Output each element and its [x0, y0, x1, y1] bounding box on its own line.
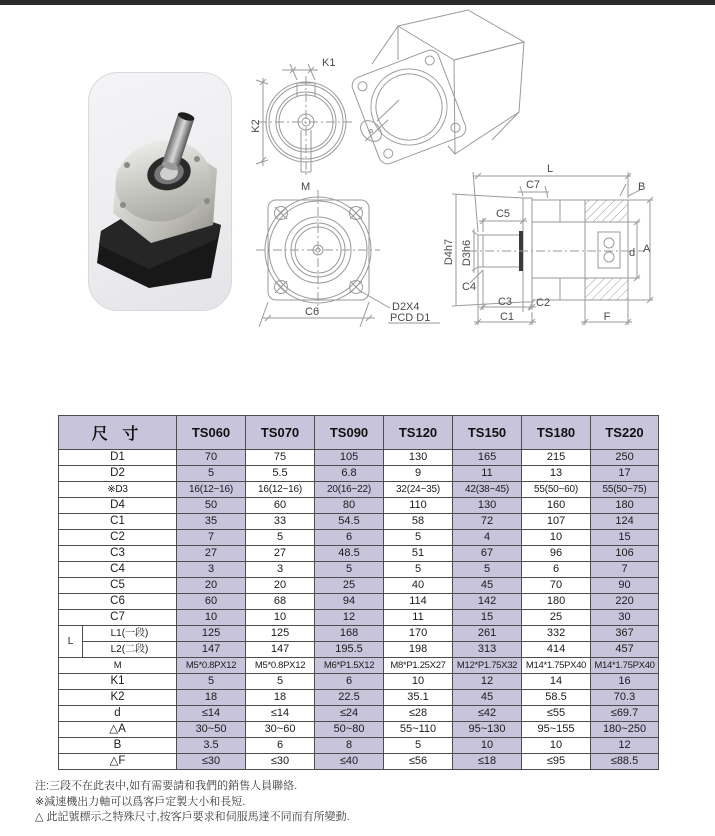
value-cell: 3.5	[177, 738, 246, 754]
table-row	[59, 690, 659, 706]
value-cell: 55(50~75)	[591, 482, 659, 498]
model-header: TS180	[522, 416, 591, 450]
table-row	[59, 658, 659, 674]
value-cell: 3	[177, 562, 246, 578]
value-cell: 10	[177, 610, 246, 626]
value-cell: 16	[591, 674, 659, 690]
value-cell: 5	[315, 562, 384, 578]
value-cell: 9	[384, 466, 453, 482]
value-cell: 5	[384, 562, 453, 578]
value-cell: 130	[384, 450, 453, 466]
value-cell: 27	[246, 546, 315, 562]
value-cell: 70	[177, 450, 246, 466]
value-cell: 5	[246, 674, 315, 690]
value-cell: 67	[453, 546, 522, 562]
dim-label-d3h6: D3h6	[461, 239, 473, 267]
value-cell: 125	[246, 626, 315, 642]
value-cell: ≤55	[522, 706, 591, 722]
value-cell: 95~130	[453, 722, 522, 738]
value-cell: 114	[384, 594, 453, 610]
value-cell: 30	[591, 610, 659, 626]
value-cell: 4	[453, 530, 522, 546]
value-cell: 6	[315, 530, 384, 546]
value-cell: 7	[177, 530, 246, 546]
dim-label-d4h7: D4h7	[443, 238, 455, 266]
value-cell: 11	[453, 466, 522, 482]
isometric-view	[350, 10, 524, 166]
dim-label-c3: C3	[497, 296, 513, 308]
value-cell: 25	[522, 610, 591, 626]
value-cell: 147	[177, 642, 246, 658]
value-cell: 50~80	[315, 722, 384, 738]
value-cell: 6	[315, 674, 384, 690]
value-cell: 180	[591, 498, 659, 514]
header-row	[59, 416, 659, 450]
row-label: D4	[59, 498, 177, 514]
value-cell: ≤95	[522, 754, 591, 770]
row-label: C7	[59, 610, 177, 626]
value-cell: M12*P1.75X32	[453, 658, 522, 674]
dim-label-c5: C5	[495, 208, 511, 220]
value-cell: 20	[246, 578, 315, 594]
footnote-3: △ 此記號標示之特殊尺寸,按客戶要求和伺服馬達不同而有所變動.	[35, 811, 350, 823]
value-cell: 68	[246, 594, 315, 610]
value-cell: 40	[384, 578, 453, 594]
row-label: B	[59, 738, 177, 754]
value-cell: 13	[522, 466, 591, 482]
value-cell: 180~250	[591, 722, 659, 738]
table-row	[59, 530, 659, 546]
value-cell: 16(12~16)	[246, 482, 315, 498]
value-cell: 58	[384, 514, 453, 530]
value-cell: 22.5	[315, 690, 384, 706]
value-cell: 72	[453, 514, 522, 530]
value-cell: 12	[591, 738, 659, 754]
dim-label-d: d	[629, 247, 636, 259]
dim-label-c1: C1	[499, 311, 515, 323]
row-group-label: L	[59, 626, 83, 658]
value-cell: 60	[246, 498, 315, 514]
value-cell: 42(38~45)	[453, 482, 522, 498]
value-cell: 367	[591, 626, 659, 642]
value-cell: ≤30	[177, 754, 246, 770]
row-label: K2	[59, 690, 177, 706]
row-label: L1(一段)	[83, 626, 177, 642]
value-cell: 147	[246, 642, 315, 658]
value-cell: 168	[315, 626, 384, 642]
table-row	[59, 562, 659, 578]
value-cell: 313	[453, 642, 522, 658]
footnote-2: ※減速機出力軸可以爲客戶定製大小和長短.	[35, 795, 246, 808]
value-cell: ≤56	[384, 754, 453, 770]
dimension-header: 尺 寸	[59, 416, 177, 450]
dim-label-holes: D2X4	[392, 301, 420, 313]
technical-drawings	[0, 0, 715, 412]
value-cell: M8*P1.25X27	[384, 658, 453, 674]
value-cell: 17	[591, 466, 659, 482]
table-row	[59, 738, 659, 754]
value-cell: 5	[384, 738, 453, 754]
value-cell: ≤14	[177, 706, 246, 722]
value-cell: 5	[384, 530, 453, 546]
value-cell: M14*1.75PX40	[522, 658, 591, 674]
value-cell: 51	[384, 546, 453, 562]
model-header: TS120	[384, 416, 453, 450]
value-cell: 30~50	[177, 722, 246, 738]
row-label: ※D3	[59, 482, 177, 498]
row-label: L2(二段)	[83, 642, 177, 658]
value-cell: 170	[384, 626, 453, 642]
value-cell: 250	[591, 450, 659, 466]
value-cell: 215	[522, 450, 591, 466]
row-label: C5	[59, 578, 177, 594]
dim-label-pcd: PCD D1	[390, 312, 431, 324]
value-cell: 14	[522, 674, 591, 690]
table-row	[59, 546, 659, 562]
value-cell: 10	[384, 674, 453, 690]
value-cell: 5	[246, 530, 315, 546]
table-row	[59, 674, 659, 690]
value-cell: 160	[522, 498, 591, 514]
value-cell: 105	[315, 450, 384, 466]
dim-label-k2: K2	[250, 119, 262, 133]
row-label: M	[59, 658, 177, 674]
value-cell: M5*0.8PX12	[246, 658, 315, 674]
dim-label-l: L	[546, 163, 554, 175]
value-cell: 130	[453, 498, 522, 514]
value-cell: 6	[522, 562, 591, 578]
dim-label-c7: C7	[525, 179, 541, 191]
value-cell: 45	[453, 690, 522, 706]
value-cell: M6*P1.5X12	[315, 658, 384, 674]
value-cell: ≤14	[246, 706, 315, 722]
value-cell: 27	[177, 546, 246, 562]
value-cell: ≤69.7	[591, 706, 659, 722]
table-row	[59, 466, 659, 482]
dim-label-m: M	[301, 181, 311, 193]
table-row	[59, 450, 659, 466]
value-cell: 58.5	[522, 690, 591, 706]
value-cell: 414	[522, 642, 591, 658]
model-header: TS070	[246, 416, 315, 450]
value-cell: 60	[177, 594, 246, 610]
value-cell: 33	[246, 514, 315, 530]
value-cell: 15	[453, 610, 522, 626]
row-label: C1	[59, 514, 177, 530]
value-cell: 107	[522, 514, 591, 530]
value-cell: 7	[591, 562, 659, 578]
value-cell: 8	[315, 738, 384, 754]
value-cell: 95~155	[522, 722, 591, 738]
value-cell: 70.3	[591, 690, 659, 706]
dim-label-c4: C4	[462, 281, 477, 293]
value-cell: 12	[315, 610, 384, 626]
value-cell: 35.1	[384, 690, 453, 706]
table-row	[59, 578, 659, 594]
table-row	[59, 642, 659, 658]
row-label: C3	[59, 546, 177, 562]
value-cell: 11	[384, 610, 453, 626]
table-row	[59, 514, 659, 530]
value-cell: 124	[591, 514, 659, 530]
value-cell: M14*1.75PX40	[591, 658, 659, 674]
value-cell: 10	[522, 738, 591, 754]
table-row	[59, 754, 659, 770]
table-row	[59, 482, 659, 498]
row-label: C6	[59, 594, 177, 610]
value-cell: 195.5	[315, 642, 384, 658]
value-cell: 457	[591, 642, 659, 658]
dim-label-k1: K1	[322, 57, 336, 69]
value-cell: 96	[522, 546, 591, 562]
value-cell: 25	[315, 578, 384, 594]
model-header: TS060	[177, 416, 246, 450]
row-label: d	[59, 706, 177, 722]
value-cell: 32(24~35)	[384, 482, 453, 498]
value-cell: 110	[384, 498, 453, 514]
value-cell: ≤30	[246, 754, 315, 770]
value-cell: 50	[177, 498, 246, 514]
table-row	[59, 594, 659, 610]
value-cell: 35	[177, 514, 246, 530]
value-cell: 10	[453, 738, 522, 754]
value-cell: 30~60	[246, 722, 315, 738]
value-cell: 20(16~22)	[315, 482, 384, 498]
value-cell: 54.5	[315, 514, 384, 530]
value-cell: 5	[177, 466, 246, 482]
value-cell: 94	[315, 594, 384, 610]
value-cell: ≤88.5	[591, 754, 659, 770]
value-cell: ≤40	[315, 754, 384, 770]
value-cell: ≤24	[315, 706, 384, 722]
value-cell: 332	[522, 626, 591, 642]
row-label: C2	[59, 530, 177, 546]
row-label: D1	[59, 450, 177, 466]
value-cell: 6.8	[315, 466, 384, 482]
row-label: D2	[59, 466, 177, 482]
dim-label-a: A	[643, 243, 651, 255]
value-cell: 55(50~60)	[522, 482, 591, 498]
row-label: △A	[59, 722, 177, 738]
value-cell: 15	[591, 530, 659, 546]
dim-label-c2: C2	[536, 297, 551, 309]
dimension-table	[58, 415, 659, 770]
row-label: C4	[59, 562, 177, 578]
footnote-1: 注:三段不在此表中,如有需要請和我們的銷售人員聯絡.	[35, 780, 298, 792]
value-cell: 10	[522, 530, 591, 546]
dim-label-b: B	[638, 181, 646, 193]
row-label: K1	[59, 674, 177, 690]
dim-label-c6: C6	[305, 306, 320, 318]
table-row	[59, 626, 659, 642]
value-cell: 3	[246, 562, 315, 578]
value-cell: 180	[522, 594, 591, 610]
input-side-view	[256, 64, 354, 178]
value-cell: 45	[453, 578, 522, 594]
value-cell: 90	[591, 578, 659, 594]
value-cell: 20	[177, 578, 246, 594]
value-cell: 6	[246, 738, 315, 754]
model-header: TS150	[453, 416, 522, 450]
value-cell: ≤28	[384, 706, 453, 722]
value-cell: 5.5	[246, 466, 315, 482]
value-cell: 142	[453, 594, 522, 610]
value-cell: 165	[453, 450, 522, 466]
value-cell: 5	[453, 562, 522, 578]
value-cell: 10	[246, 610, 315, 626]
value-cell: 125	[177, 626, 246, 642]
value-cell: 75	[246, 450, 315, 466]
table-row	[59, 722, 659, 738]
value-cell: 198	[384, 642, 453, 658]
value-cell: 80	[315, 498, 384, 514]
table-row	[59, 706, 659, 722]
dim-label-f: F	[603, 311, 611, 323]
table-row	[59, 610, 659, 626]
value-cell: 12	[453, 674, 522, 690]
value-cell: 16(12~16)	[177, 482, 246, 498]
value-cell: 70	[522, 578, 591, 594]
value-cell: 5	[177, 674, 246, 690]
value-cell: 106	[591, 546, 659, 562]
value-cell: 48.5	[315, 546, 384, 562]
value-cell: 261	[453, 626, 522, 642]
row-label: △F	[59, 754, 177, 770]
value-cell: 18	[177, 690, 246, 706]
value-cell: ≤18	[453, 754, 522, 770]
value-cell: 220	[591, 594, 659, 610]
section-side-view	[452, 172, 653, 325]
value-cell: ≤42	[453, 706, 522, 722]
value-cell: 55~110	[384, 722, 453, 738]
model-header: TS090	[315, 416, 384, 450]
value-cell: M5*0.8PX12	[177, 658, 246, 674]
footnotes	[35, 779, 350, 826]
model-header: TS220	[591, 416, 659, 450]
value-cell: 18	[246, 690, 315, 706]
table-row	[59, 498, 659, 514]
